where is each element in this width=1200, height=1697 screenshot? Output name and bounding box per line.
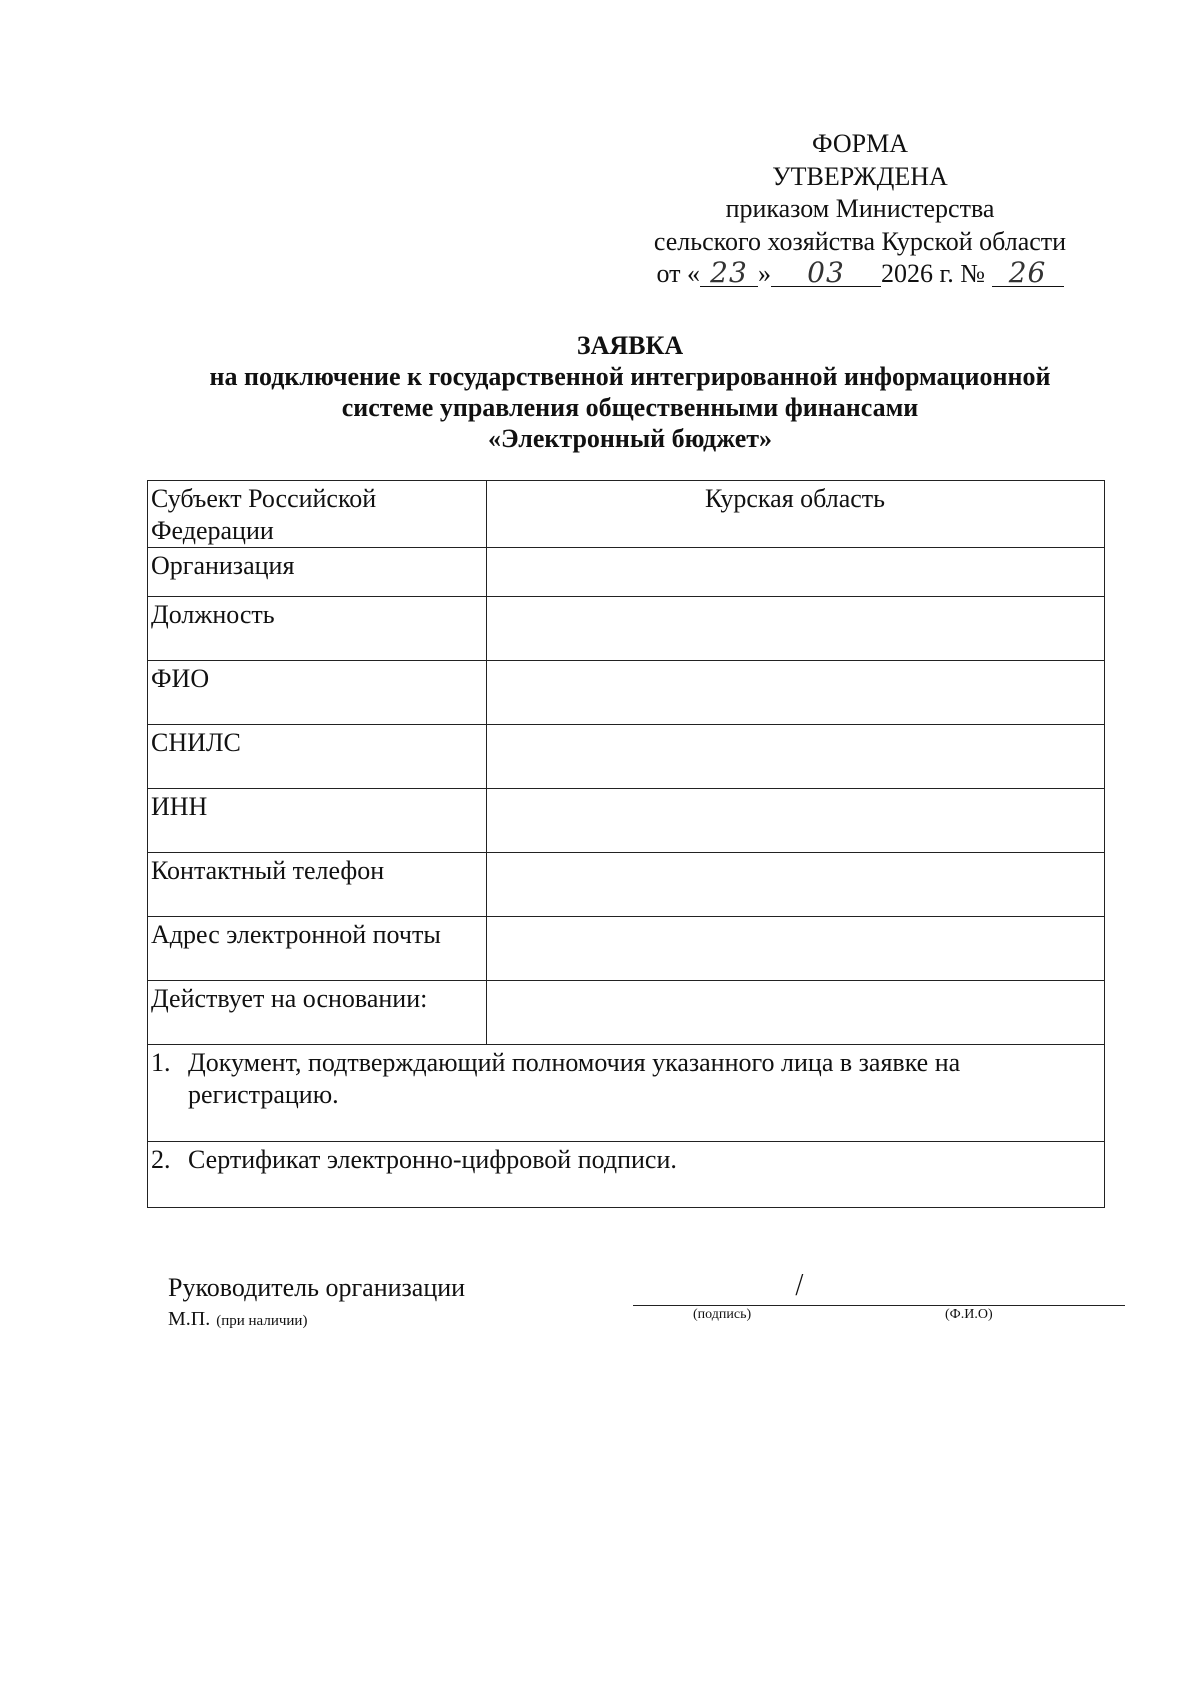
signature-caption: (подпись) [693, 1307, 752, 1322]
fio-caption: (Ф.И.О) [945, 1307, 993, 1322]
form-row-subject [148, 481, 1105, 548]
document-number-1: 1. [151, 1048, 171, 1077]
field-value-basis[interactable] [487, 981, 1105, 1045]
field-value-subject[interactable]: Курская область [487, 481, 1105, 548]
date-prefix: от « [656, 259, 700, 288]
signature-line[interactable] [633, 1305, 1125, 1306]
stamp-note: (при наличии) [216, 1313, 308, 1329]
document-item-1 [148, 1045, 1105, 1142]
approval-date-line [600, 258, 1120, 291]
field-label-position: Должность [148, 597, 487, 661]
field-value-position[interactable] [487, 597, 1105, 661]
document-number-2: 2. [151, 1145, 171, 1174]
field-value-email[interactable] [487, 917, 1105, 981]
field-value-organization[interactable] [487, 548, 1105, 597]
date-year-text: 2026 г. № [880, 259, 986, 288]
field-value-phone[interactable] [487, 853, 1105, 917]
document-item-2 [148, 1142, 1105, 1208]
field-label-organization: Организация [148, 548, 487, 597]
approval-block [600, 128, 1120, 291]
approval-approved-label: УТВЕРЖДЕНА [772, 161, 948, 191]
form-row-snils [148, 725, 1105, 789]
document-text-1: Документ, подтверждающий полномочия указанного лица в заявке на регистрацию. [188, 1048, 961, 1109]
form-row-email [148, 917, 1105, 981]
field-label-email: Адрес электронной почты [148, 917, 487, 981]
field-label-basis: Действует на основании: [148, 981, 487, 1045]
form-row-position [148, 597, 1105, 661]
title-line-3: «Электронный бюджет» [487, 424, 773, 453]
field-value-snils[interactable] [487, 725, 1105, 789]
form-row-document-2 [148, 1142, 1105, 1208]
field-label-phone: Контактный телефон [148, 853, 487, 917]
form-row-phone [148, 853, 1105, 917]
field-value-inn[interactable] [487, 789, 1105, 853]
form-row-organization [148, 548, 1105, 597]
date-day-close: » [757, 259, 771, 288]
head-of-organization-label: Руководитель организации [168, 1273, 466, 1302]
field-label-snils: СНИЛС [148, 725, 487, 789]
approval-order-label: приказом Министерства [725, 194, 995, 223]
title-line-1: на подключение к государственной интегрированной информационной [209, 362, 1051, 391]
form-row-document-1 [148, 1045, 1105, 1142]
field-label-inn: ИНН [148, 789, 487, 853]
title-heading: ЗАЯВКА [576, 331, 684, 360]
stamp-label: М.П. [168, 1308, 211, 1330]
signature-separator: / [795, 1270, 804, 1300]
title-line-2: системе управления общественными финансами [341, 393, 919, 422]
field-label-subject: Субъект Российской Федерации [148, 481, 487, 548]
stamp-place [168, 1308, 307, 1331]
date-month: 03 [771, 260, 881, 287]
order-number: 26 [992, 260, 1064, 287]
field-label-fio: ФИО [148, 661, 487, 725]
form-row-basis [148, 981, 1105, 1045]
application-form-table [147, 480, 1105, 1208]
approval-form-label: ФОРМА [812, 129, 908, 158]
date-day: 23 [700, 260, 758, 287]
document-text-2: Сертификат электронно-цифровой подписи. [188, 1145, 677, 1174]
approval-ministry-label: сельского хозяйства Курской области [653, 226, 1067, 256]
form-row-inn [148, 789, 1105, 853]
form-row-fio [148, 661, 1105, 725]
field-value-fio[interactable] [487, 661, 1105, 725]
document-title [140, 330, 1120, 454]
